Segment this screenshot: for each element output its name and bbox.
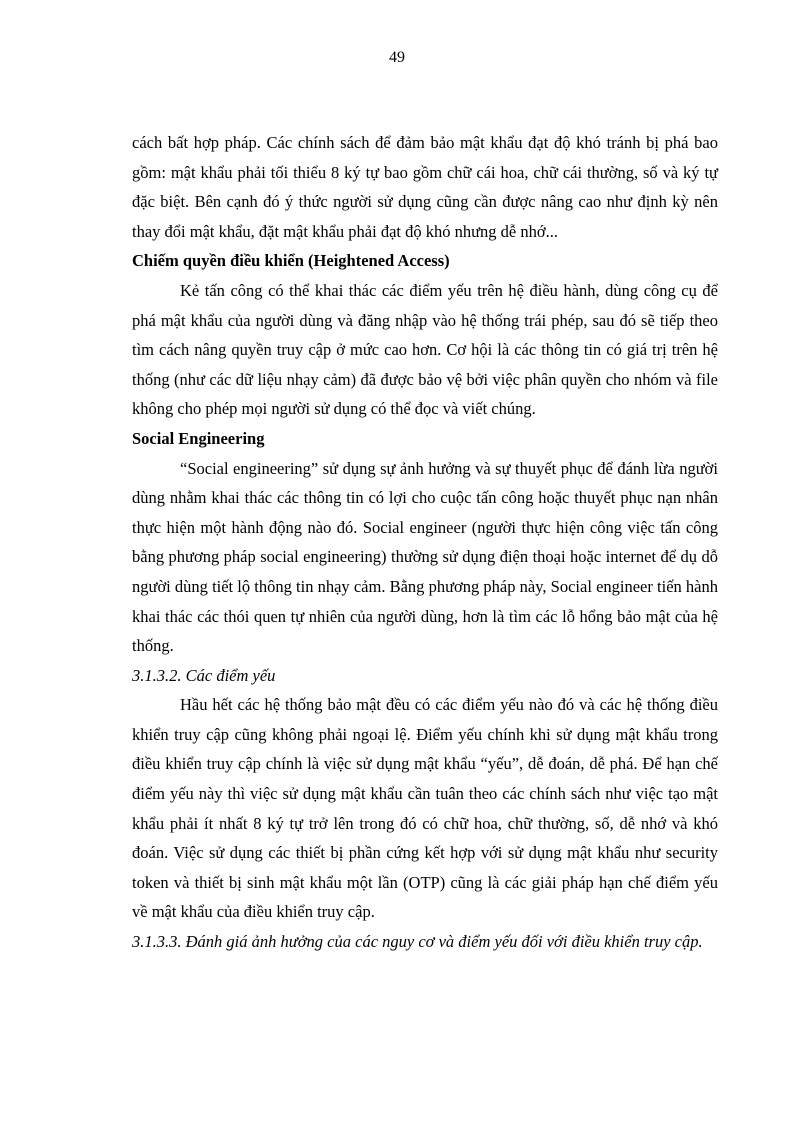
document-body xyxy=(132,128,718,957)
paragraph-heightened-access: Kẻ tấn công có thể khai thác các điểm yếu trên hệ điều hành, dùng công cụ để phá mật khẩu của người dùng và đăng nhập vào hệ thống trái phép, sau đó sẽ tiếp theo tìm cách nâng quyền truy cập ở mức cao hơn. Cơ hội là các thông tin có giá trị trên hệ thống (như các dữ liệu nhạy cảm) đã được bảo vệ bởi việc phân quyền cho nhóm và file không cho phép mọi người sử dụng có thể đọc và viết chúng. xyxy=(132,280,718,419)
heading-impact-assessment: 3.1.3.3. Đánh giá ảnh hưởng của các nguy cơ và điểm yếu đối với điều khiển truy cập. xyxy=(132,932,703,952)
heading-heightened-access: Chiếm quyền điều khiển (Heightened Access) xyxy=(132,251,450,271)
page-number: 49 xyxy=(389,49,405,66)
heading-social-engineering: Social Engineering xyxy=(132,428,265,448)
paragraph-password-policy: cách bất hợp pháp. Các chính sách để đảm bảo mật khẩu đạt độ khó tránh bị phá bao gồm: mật khẩu phải tối thiểu 8 ký tự bao gồm chữ cái hoa, chữ cái thường, số và ký tự đặc biệt. Bên cạnh đó ý thức người sử dụng cũng cần được nâng cao như định kỳ nên thay đổi mật khẩu, đặt mật khẩu phải đạt độ khó nhưng dễ nhớ... xyxy=(132,133,718,241)
paragraph-weaknesses: Hầu hết các hệ thống bảo mật đều có các điểm yếu nào đó và các hệ thống điều khiển truy cập cũng không phải ngoại lệ. Điểm yếu chính khi sử dụng mật khẩu trong điều khiển truy cập chính là việc sử dụng mật khẩu “yếu”, dễ đoán, dễ phá. Để hạn chế điểm yếu này thì việc sử dụng mật khẩu cần tuân theo các chính sách như việc tạo mật khẩu phải ít nhất 8 ký tự trở lên trong đó có chữ hoa, chữ thường, số, dễ nhớ và khó đoán. Việc sử dụng các thiết bị phần cứng kết hợp với sử dụng mật khẩu như security token và thiết bị sinh mật khẩu một lần (OTP) cũng là các giải pháp hạn chế điểm yếu về mật khẩu của điều khiển truy cập. xyxy=(132,695,718,922)
paragraph-social-engineering: “Social engineering” sử dụng sự ảnh hưởng và sự thuyết phục để đánh lừa người dùng nhằm khai thác các thông tin có lợi cho cuộc tấn công hoặc thuyết phục nạn nhân thực hiện một hành động nào đó. Social engineer (người thực hiện công việc tấn công bằng phương pháp social engineering) thường sử dụng điện thoại hoặc internet để dụ dỗ người dùng tiết lộ thông tin nhạy cảm. Bằng phương pháp này, Social engineer tiến hành khai thác các thói quen tự nhiên của người dùng, hơn là tìm các lỗ hổng bảo mật của hệ thống. xyxy=(132,458,718,656)
heading-weaknesses: 3.1.3.2. Các điểm yếu xyxy=(132,665,276,685)
